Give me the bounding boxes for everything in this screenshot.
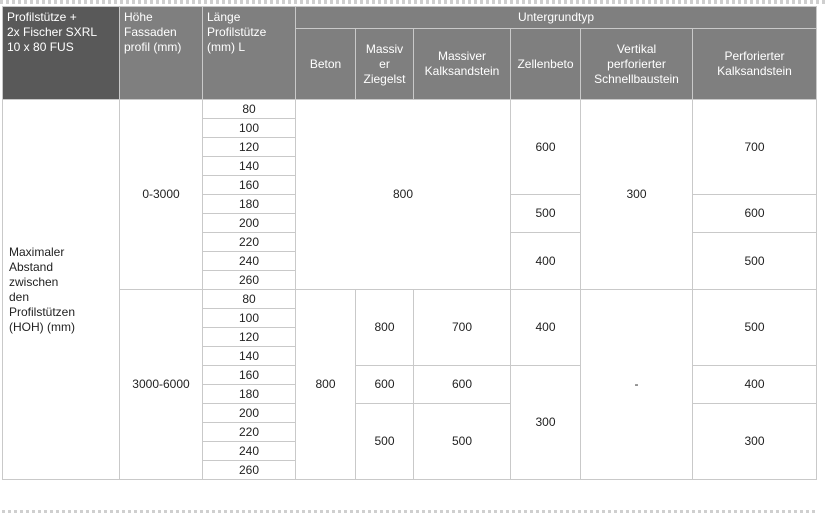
header-untergrundtyp: Untergrundtyp <box>296 7 817 29</box>
value-bot-vertikal: - <box>581 290 693 480</box>
value-bot-massiv-ziegel-3: 500 <box>356 404 414 480</box>
header-height-line3: profil (mm) <box>124 40 182 54</box>
header-massiver-kalksandstein-line1: Massiver <box>437 49 486 63</box>
length-cell: 120 <box>203 328 296 347</box>
header-massiver-ziegel <box>356 29 414 100</box>
length-cell: 240 <box>203 442 296 461</box>
value-bot-massiv-ziegel-1: 800 <box>356 290 414 366</box>
header-beton: Beton <box>296 29 356 100</box>
header-height-line1: Höhe <box>124 10 153 24</box>
row-label-line1: Maximaler <box>9 244 65 259</box>
length-cell: 120 <box>203 138 296 157</box>
header-vertikal-line2: perforierter <box>607 56 666 71</box>
length-cell: 220 <box>203 233 296 252</box>
value-top-zellen-3: 400 <box>511 233 581 290</box>
value-bot-massiv-kalk-1: 700 <box>414 290 511 366</box>
length-cell: 200 <box>203 214 296 233</box>
length-cell: 140 <box>203 347 296 366</box>
height-3000-6000: 3000-6000 <box>120 290 203 480</box>
row-label-line3: zwischen <box>9 274 59 289</box>
length-cell: 100 <box>203 309 296 328</box>
length-cell: 240 <box>203 252 296 271</box>
height-0-3000: 0-3000 <box>120 100 203 290</box>
header-perforierter-line2: Kalksandstein <box>717 64 792 78</box>
value-bot-zellen-2: 300 <box>511 366 581 480</box>
header-massiver-kalksandstein-line2: Kalksandstein <box>424 64 500 78</box>
header-length <box>203 7 296 100</box>
header-product-line3: 10 x 80 FUS <box>7 40 74 54</box>
header-product-line2: 2x Fischer SXRL <box>7 25 98 39</box>
bottom-divider <box>2 510 817 513</box>
length-cell: 260 <box>203 461 296 480</box>
value-bot-beton: 800 <box>296 290 356 480</box>
header-massiver-kalksandstein <box>414 29 511 100</box>
length-cell: 100 <box>203 119 296 138</box>
header-massiver-ziegel-line2: er <box>379 56 390 71</box>
row-label-max-spacing <box>3 100 120 480</box>
row-label-line4: den <box>9 289 30 304</box>
value-bot-massiv-kalk-2: 600 <box>414 366 511 404</box>
row-label-line6: (HOH) (mm) <box>9 319 75 334</box>
value-bot-perf-3: 300 <box>693 404 817 480</box>
value-top-vertikal: 300 <box>581 100 693 290</box>
header-height-line2: Fassaden <box>124 25 177 39</box>
header-product-line1: Profilstütze + <box>7 10 77 24</box>
value-bot-massiv-kalk-3: 500 <box>414 404 511 480</box>
length-cell: 180 <box>203 195 296 214</box>
header-perforierter-line1: Perforierter <box>724 49 785 63</box>
length-cell: 140 <box>203 157 296 176</box>
header-vertikal-line3: Schnellbaustein <box>594 71 679 86</box>
length-cell: 160 <box>203 366 296 385</box>
value-top-massive: 800 <box>296 100 511 290</box>
header-length-line3: (mm) L <box>207 40 245 54</box>
length-cell: 200 <box>203 404 296 423</box>
value-bot-perf-2: 400 <box>693 366 817 404</box>
value-bot-massiv-ziegel-2: 600 <box>356 366 414 404</box>
length-cell: 260 <box>203 271 296 290</box>
value-top-zellen-1: 600 <box>511 100 581 195</box>
header-zellenbeton: Zellenbeto <box>511 29 581 100</box>
header-product <box>3 7 120 100</box>
value-top-perf-3: 500 <box>693 233 817 290</box>
header-massiver-ziegel-line3: Ziegelst <box>363 71 406 86</box>
header-vertikal-line1: Vertikal <box>616 41 657 56</box>
value-top-perf-1: 700 <box>693 100 817 195</box>
length-cell: 80 <box>203 100 296 119</box>
row-label-line5: Profilstützen <box>9 304 76 319</box>
length-cell: 80 <box>203 290 296 309</box>
header-vertikal-perforiert <box>581 29 693 100</box>
spacing-table <box>2 6 817 480</box>
top-divider <box>0 0 825 4</box>
header-perforierter-kalksandstein <box>693 29 817 100</box>
value-bot-perf-1: 500 <box>693 290 817 366</box>
length-cell: 160 <box>203 176 296 195</box>
value-top-perf-2: 600 <box>693 195 817 233</box>
header-length-line1: Länge <box>207 10 241 24</box>
length-cell: 180 <box>203 385 296 404</box>
value-bot-zellen-1: 400 <box>511 290 581 366</box>
header-massiver-ziegel-line1: Massiv <box>365 41 404 56</box>
length-cell: 220 <box>203 423 296 442</box>
header-length-line2: Profilstütze <box>207 25 267 39</box>
value-top-zellen-2: 500 <box>511 195 581 233</box>
header-height <box>120 7 203 100</box>
row-label-line2: Abstand <box>9 259 54 274</box>
